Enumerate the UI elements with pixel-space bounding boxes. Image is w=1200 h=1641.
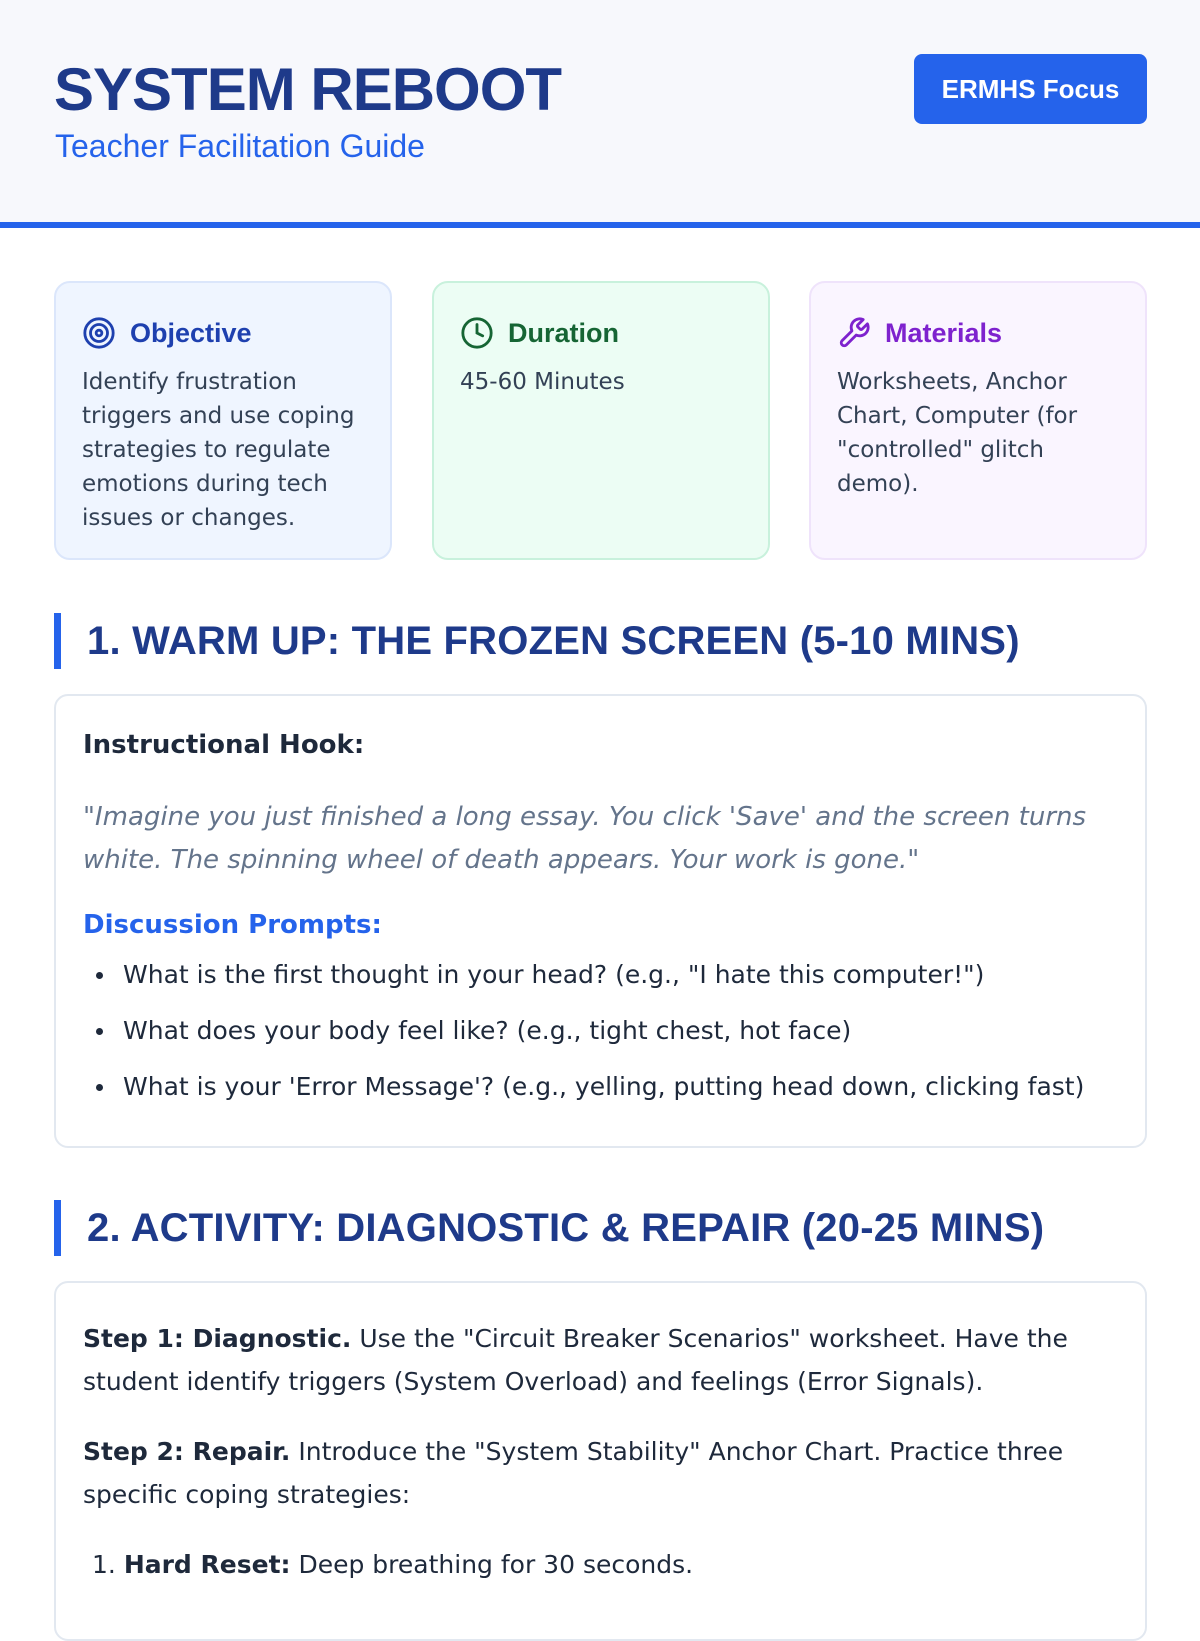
strategy-text: Deep breathing for 30 seconds.	[290, 1550, 694, 1579]
page-subtitle: Teacher Facilitation Guide	[55, 128, 425, 164]
step-1-label: Step 1: Diagnostic.	[83, 1324, 352, 1353]
step-1-text: Use the "Circuit Breaker Scenarios" worksheet. Have the student identify triggers (System Overload) and feelings (Error Signals).	[83, 1324, 1068, 1396]
materials-card	[809, 281, 1147, 560]
instructional-hook-label: Instructional Hook:	[83, 730, 365, 760]
step-1	[83, 1317, 1118, 1403]
materials-card-header	[837, 313, 1119, 353]
clock-icon	[460, 316, 494, 350]
list-item	[83, 1543, 1118, 1586]
discussion-prompts-list	[83, 958, 1118, 1104]
target-icon	[82, 316, 116, 350]
coping-strategies-list	[83, 1543, 1118, 1586]
section-activity-heading: 2. ACTIVITY: DIAGNOSTIC & REPAIR (20-25 MINS)	[54, 1200, 1044, 1256]
step-2-text: Introduce the "System Stability" Anchor Chart. Practice three specific coping strategies:	[83, 1437, 1064, 1509]
duration-title: Duration	[508, 317, 619, 348]
warm-up-box	[54, 694, 1147, 1148]
section-warm-up-heading: 1. WARM UP: THE FROZEN SCREEN (5-10 MINS)	[54, 613, 1020, 669]
hook-quote: "Imagine you just finished a long essay. You click 'Save' and the screen turns white. The spinning wheel of death appears. Your work is gone."	[83, 802, 1087, 875]
duration-card	[432, 281, 770, 560]
list-item: What does your body feel like? (e.g., tight chest, hot face)	[83, 1014, 1118, 1048]
objective-card-header	[82, 313, 364, 353]
objective-title: Objective	[130, 317, 252, 348]
materials-title: Materials	[885, 317, 1003, 348]
ermhs-focus-button[interactable]: ERMHS Focus	[914, 54, 1147, 124]
duration-text: 45-60 Minutes	[460, 369, 625, 395]
list-item: What is your 'Error Message'? (e.g., yelling, putting head down, clicking fast)	[83, 1070, 1118, 1104]
discussion-prompts-label: Discussion Prompts:	[83, 910, 382, 940]
list-item: What is the first thought in your head? (e.g., "I hate this computer!")	[83, 958, 1118, 992]
step-2-label: Step 2: Repair.	[83, 1437, 291, 1466]
duration-card-header	[460, 313, 742, 353]
strategy-number: 1.	[92, 1550, 116, 1579]
objective-card	[54, 281, 392, 560]
activity-box	[54, 1281, 1147, 1641]
step-2	[83, 1430, 1118, 1516]
page-title: SYSTEM REBOOT	[54, 56, 562, 123]
page-header	[0, 0, 1200, 228]
objective-text: Identify frustration triggers and use coping strategies to regulate emotions during tech issues or changes.	[82, 369, 355, 531]
wrench-icon	[837, 316, 871, 350]
strategy-label: Hard Reset:	[123, 1550, 291, 1579]
materials-text: Worksheets, Anchor Chart, Computer (for "controlled" glitch demo).	[837, 369, 1078, 497]
